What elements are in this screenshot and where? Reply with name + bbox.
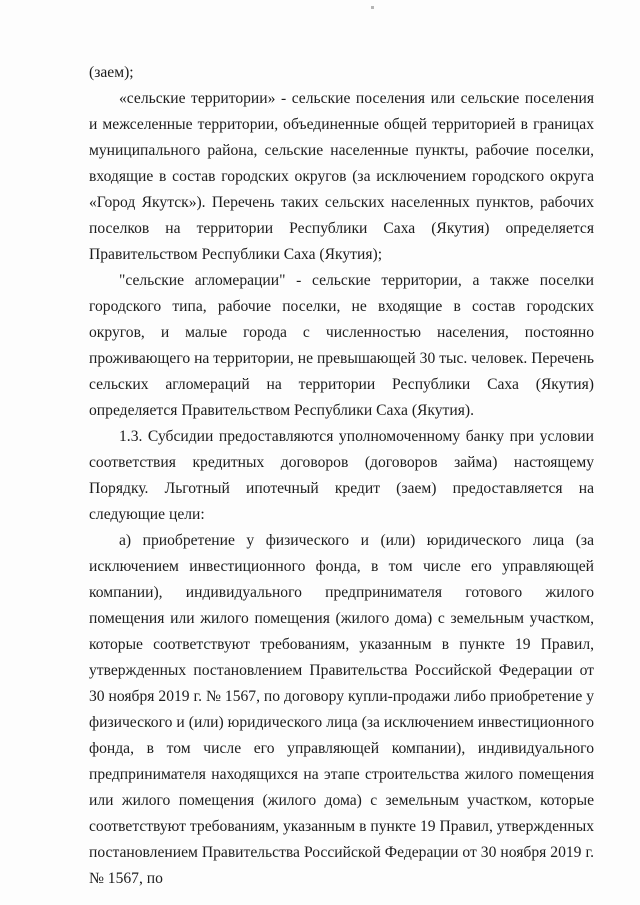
scan-speck [371, 6, 374, 9]
paragraph-purpose-a: а) приобретение у физического и (или) юридического лица (за исключением инвестиционного фонда, в том числе его управляющей компании), индивидуального предпринимателя готового жилого помещения или жилого помещения (жилого дома) с земельным участком, которые соответствуют требованиям, указанным в пункте 19 Правил, утвержденных постановлением Правительства Российской Федерации от 30 ноября 2019 г. № 1567, по договору купли-продажи либо приобретение у физического и (или) юридического лица (за исключением инвестиционного фонда, в том числе его управляющей компании), индивидуального предпринимателя находящихся на этапе строительства жилого помещения или жилого помещения (жилого дома) с земельным участком, которые соответствуют требованиям, указанным в пункте 19 Правил, утвержденных постановлением Правительства Российской Федерации от 30 ноября 2019 г. № 1567, по [89, 532, 594, 887]
document-body [89, 60, 594, 892]
paragraph-rural-agglomerations-definition: "сельские агломерации" - сельские территории, а также поселки городского типа, рабочие поселки, не входящие в состав городских округов, и малые города с численностью населения, постоянно проживающего на территории, не превышающей 30 тыс. человек. Перечень сельских агломераций на территории Республики Саха (Якутия) определяется Правительством Республики Саха (Якутия). [89, 272, 594, 419]
paragraph-loan-continuation: (заем); [89, 64, 134, 81]
paragraph-section-1-3: 1.3. Субсидии предоставляются уполномоченному банку при условии соответствия кредитных договоров (договоров займа) настоящему Порядку. Льготный ипотечный кредит (заем) предоставляется на следующие цели: [89, 428, 594, 523]
paragraph-rural-territories-definition: «сельские территории» - сельские поселения или сельские поселения и межселенные территории, объединенные общей территорией в границах муниципального района, сельские населенные пункты, рабочие поселки, входящие в состав городских округов (за исключением городского округа «Город Якутск»). Перечень таких сельских населенных пунктов, рабочих поселков на территории Республики Саха (Якутия) определяется Правительством Республики Саха (Якутия); [89, 90, 594, 263]
